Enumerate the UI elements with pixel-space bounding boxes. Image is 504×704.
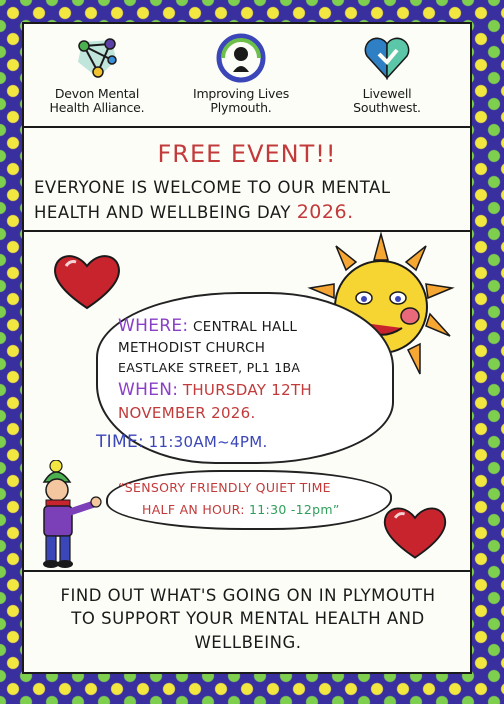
- logo-livewell-line2: Southwest.: [353, 100, 421, 116]
- logo-livewell-line1: Livewell: [362, 86, 412, 101]
- welcome-text: [34, 176, 464, 226]
- where-line1: [118, 316, 297, 336]
- quiet-time-prefix: HALF AN HOUR:: [142, 502, 245, 517]
- quiet-time-bubble: [106, 470, 392, 530]
- time-label: TIME:: [96, 432, 145, 452]
- logo-devon-line1: Devon Mental: [54, 86, 140, 101]
- when-value-line2: NOVEMBER 2026.: [118, 404, 256, 422]
- waving-person-icon: [34, 460, 114, 570]
- livewell-southwest-icon: [361, 32, 413, 84]
- quiet-time-line2: [142, 502, 340, 517]
- welcome-line1: EVERYONE IS WELCOME TO OUR MENTAL: [34, 178, 391, 197]
- welcome-line2: [34, 199, 464, 226]
- where-value-line2: METHODIST CHURCH: [118, 340, 266, 356]
- logo-improving-line2: Plymouth.: [210, 100, 272, 116]
- footer-text: [28, 584, 468, 654]
- quiet-time-value: 11:30 -12pm”: [249, 502, 340, 517]
- poster-panel: [22, 22, 472, 674]
- logo-livewell-southwest: [322, 32, 452, 116]
- where-value-line3: EASTLAKE STREET, PL1 1BA: [118, 360, 301, 375]
- improving-lives-plymouth-icon: [215, 32, 267, 84]
- logo-improving-line1: Improving Lives: [192, 86, 290, 101]
- where-label: WHERE:: [118, 316, 189, 336]
- logo-devon-line2: Health Alliance.: [49, 100, 145, 116]
- where-value-line1: CENTRAL HALL: [193, 319, 298, 335]
- time-value: 11:30AM~4PM.: [148, 433, 268, 451]
- when-label: WHEN:: [118, 380, 179, 400]
- time-line: [96, 432, 268, 452]
- logo-improving-lives-plymouth: [176, 32, 306, 116]
- divider-top: [24, 126, 470, 128]
- event-year: 2026.: [296, 201, 354, 224]
- heart-icon-right: [380, 502, 450, 562]
- footer-line1: FIND OUT WHAT'S GOING ON IN PLYMOUTH: [60, 586, 436, 605]
- divider-bottom: [24, 570, 470, 572]
- heart-icon-left: [50, 250, 124, 312]
- devon-mental-health-alliance-icon: [72, 32, 122, 84]
- footer-line3: WELLBEING.: [194, 632, 302, 652]
- footer-line2: TO SUPPORT YOUR MENTAL HEALTH AND: [71, 609, 425, 629]
- when-line1: [118, 380, 312, 400]
- quiet-time-line1: “SENSORY FRIENDLY QUIET TIME: [118, 480, 331, 495]
- welcome-line2-text: HEALTH AND WELLBEING DAY: [34, 203, 291, 223]
- logo-devon-mental-health-alliance: [32, 32, 162, 116]
- free-event-heading: FREE EVENT!!: [157, 140, 337, 168]
- when-value-line1: THURSDAY 12TH: [182, 381, 312, 399]
